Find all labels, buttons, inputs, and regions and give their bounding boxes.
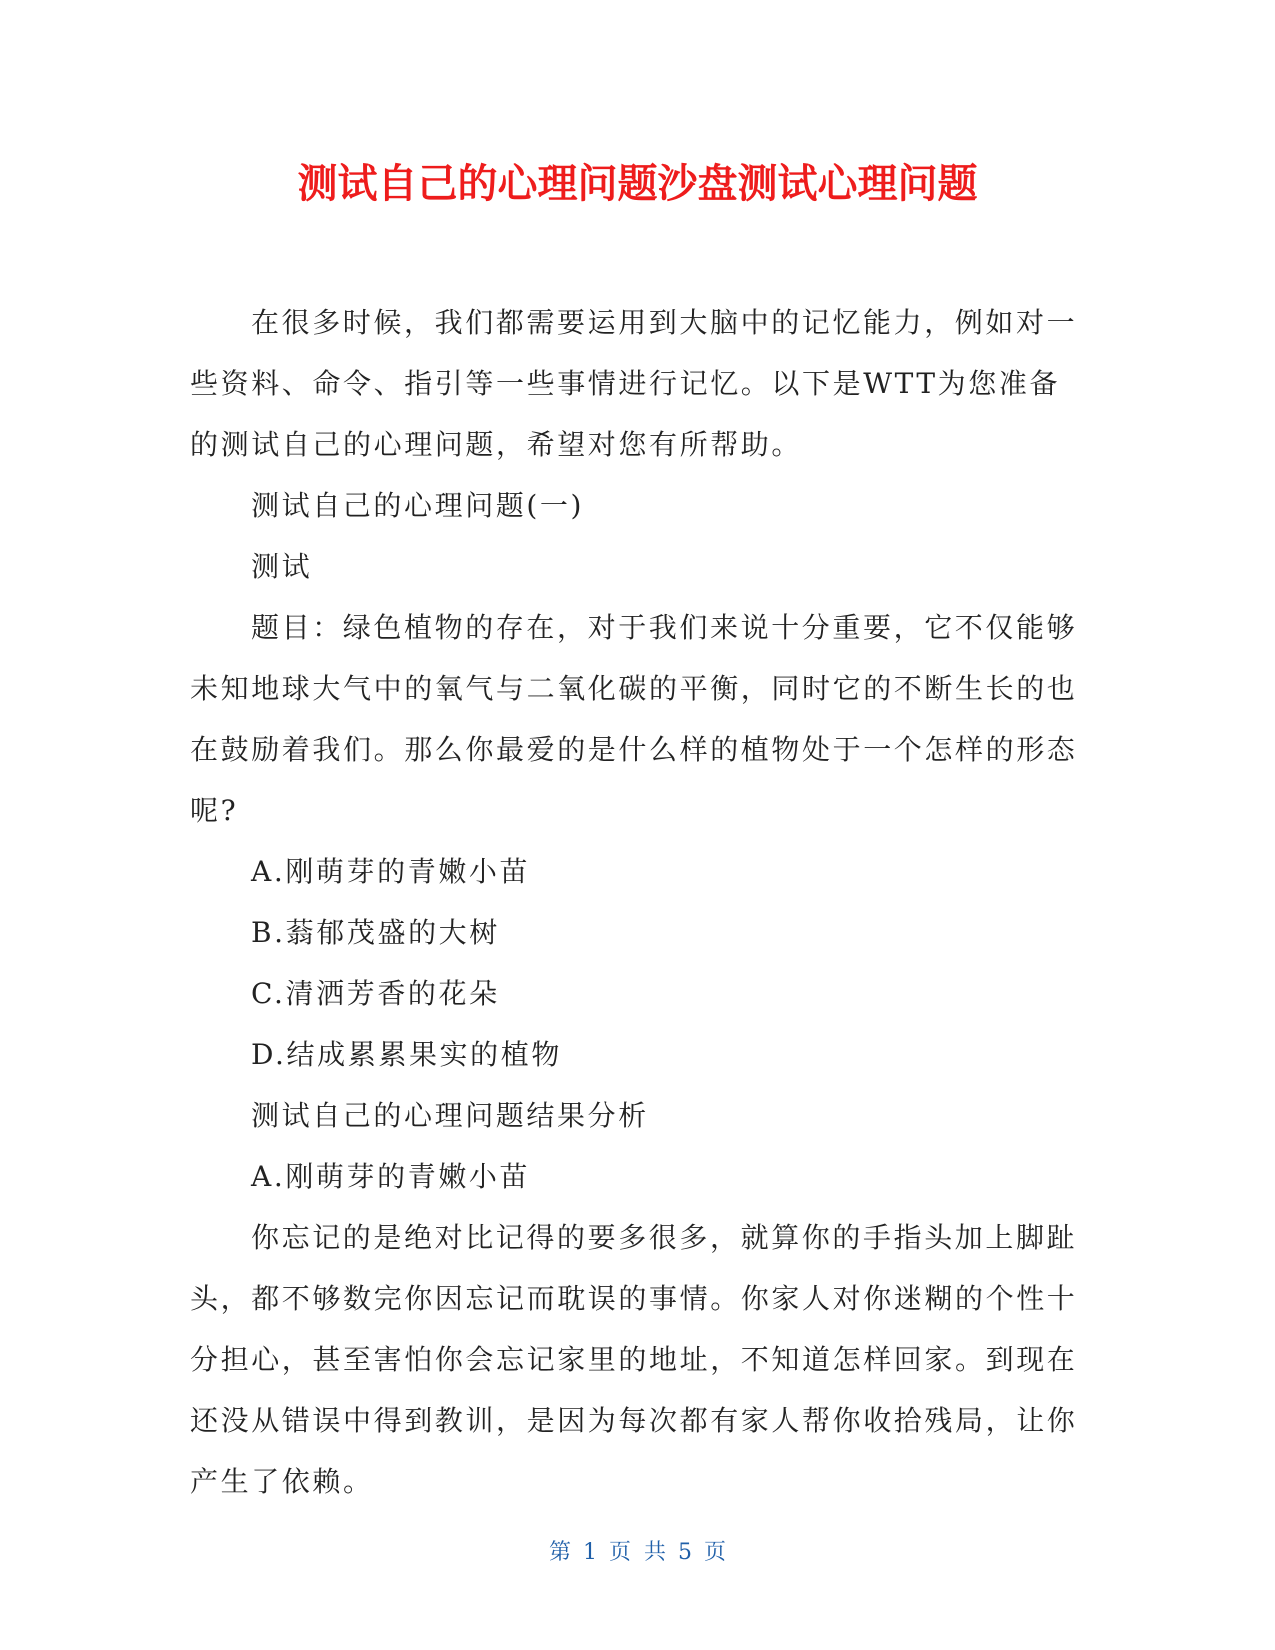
option-d: D.结成累累果实的植物 (251, 1038, 562, 1071)
footer-total-pages: 5 (678, 1540, 692, 1565)
section-heading: 测试自己的心理问题(一) (251, 489, 585, 522)
option-b: B.蓊郁茂盛的大树 (251, 916, 500, 949)
footer-page-prefix: 第 (548, 1540, 571, 1565)
page-title: 测试自己的心理问题沙盘测试心理问题 (297, 161, 978, 207)
question-paragraph: 题目：绿色植物的存在，对于我们来说十分重要，它不仅能够未知地球大气中的氧气与二氧化碳的平衡，同时它的不断生长的也在鼓励着我们。那么你最爱的是什么样的植物处于一个怎样的形态呢? (190, 611, 1078, 827)
option-c: C.清洒芳香的花朵 (251, 977, 500, 1010)
footer-page-suffix: 页 (704, 1540, 727, 1565)
document-body (190, 292, 1080, 1512)
test-label: 测试 (251, 550, 313, 583)
result-a-paragraph: 你忘记的是绝对比记得的要多很多，就算你的手指头加上脚趾头，都不够数完你因忘记而耽误的事情。你家人对你迷糊的个性十分担心，甚至害怕你会忘记家里的地址，不知道怎样回家。到现在还没从错误中得到教训，是因为每次都有家人帮你收拾残局，让你产生了依赖。 (190, 1221, 1078, 1498)
intro-paragraph: 在很多时候，我们都需要运用到大脑中的记忆能力，例如对一些资料、命令、指引等一些事情进行记忆。以下是WTT为您准备的测试自己的心理问题，希望对您有所帮助。 (190, 306, 1078, 461)
analysis-heading: 测试自己的心理问题结果分析 (251, 1099, 649, 1132)
footer-current-page: 1 (583, 1540, 597, 1565)
result-a-heading: A.刚萌芽的青嫩小苗 (251, 1160, 531, 1193)
footer-page-mid: 页 共 (609, 1540, 666, 1565)
page-footer (0, 1538, 1275, 1568)
option-a: A.刚萌芽的青嫩小苗 (251, 855, 531, 888)
